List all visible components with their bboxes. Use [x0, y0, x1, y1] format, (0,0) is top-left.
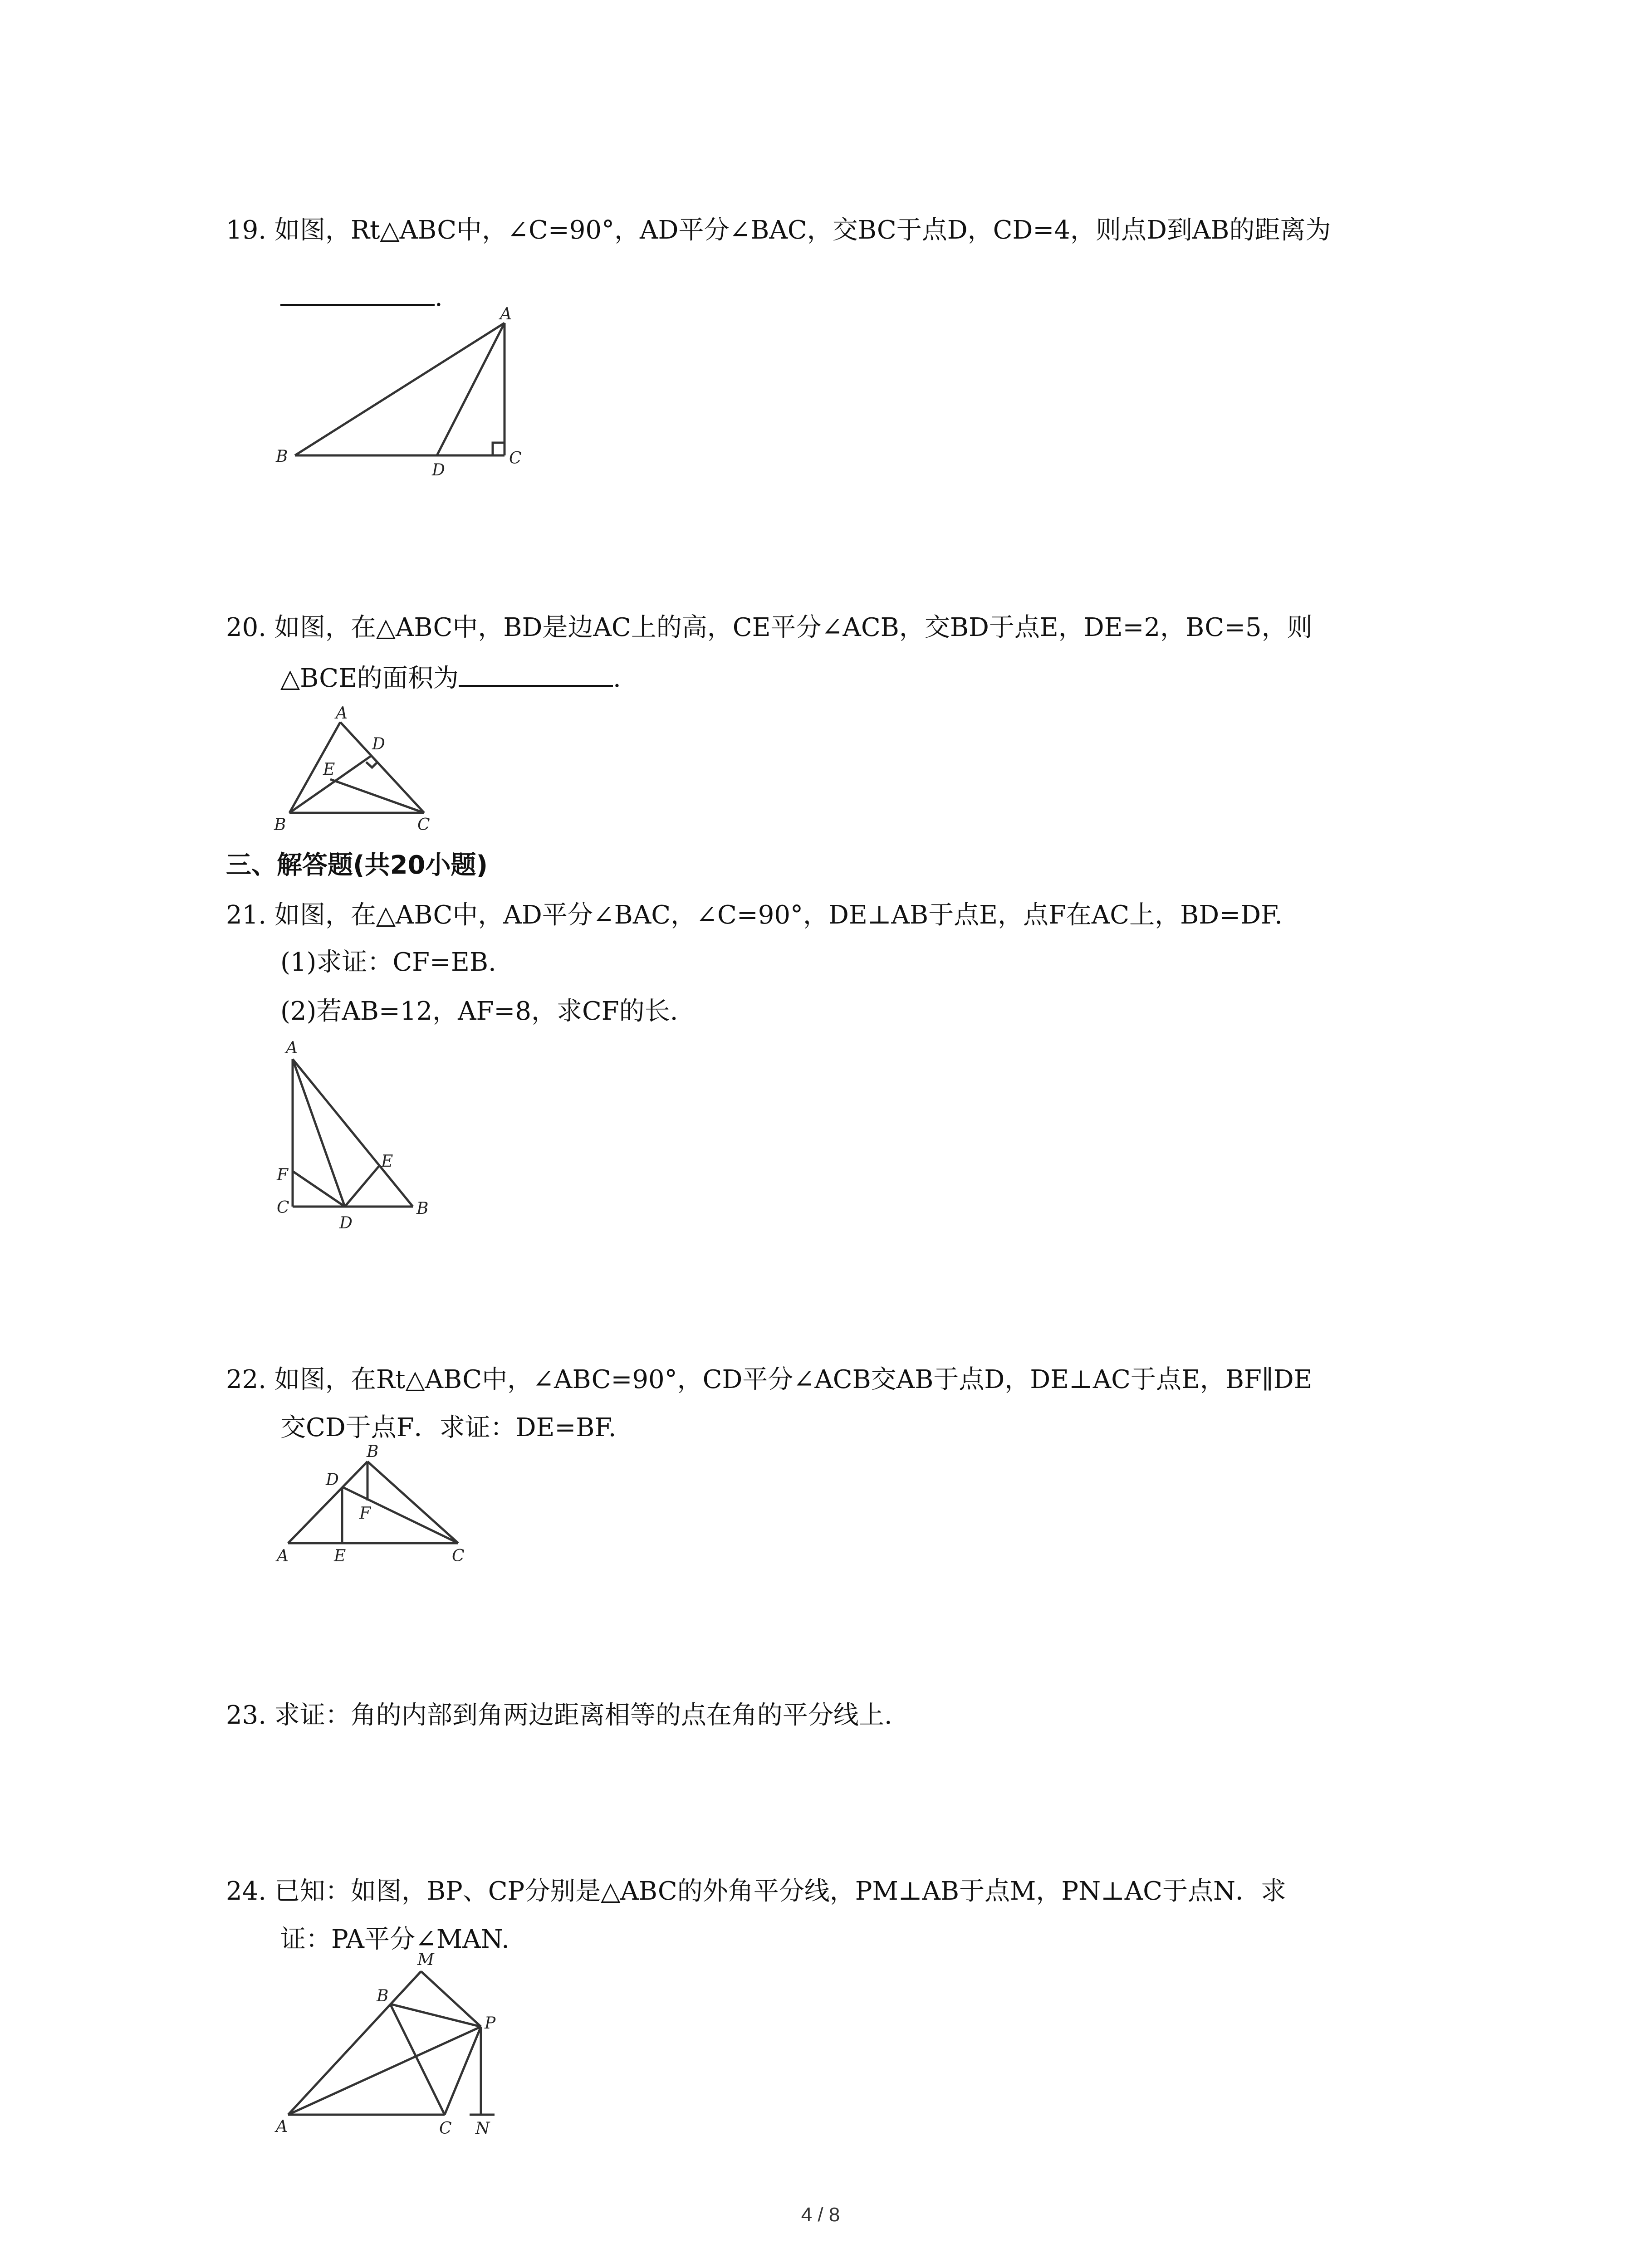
- q21-label-f: F: [277, 1166, 288, 1184]
- q24-label-c: C: [439, 2119, 452, 2138]
- q20-label-e: E: [323, 760, 335, 779]
- q19-answer-blank[interactable]: [280, 277, 435, 306]
- q21-line1: 21. 如图，在△ABC中，AD平分∠BAC，∠C=90°，DE⊥AB于点E，点F在AC上，BD=DF.: [226, 900, 1283, 930]
- page-number: 4 / 8: [801, 2204, 840, 2226]
- q21-figure: [272, 1030, 445, 1234]
- q22-label-c: C: [452, 1547, 465, 1565]
- q19-line1: 19. 如图，Rt△ABC中，∠C=90°，AD平分∠BAC，交BC于点D，CD=4，则点D到AB的距离为: [226, 215, 1331, 245]
- q22-label-a: A: [277, 1547, 289, 1565]
- q20-label-b: B: [274, 816, 286, 834]
- q24-line2: 证：PA平分∠MAN.: [280, 1925, 509, 1954]
- q19-label-b: B: [276, 447, 288, 466]
- q21-label-c: C: [277, 1198, 289, 1217]
- q24-label-n: N: [475, 2119, 490, 2138]
- q24-label-b: B: [377, 1987, 389, 2005]
- q22-line1: 22. 如图，在Rt△ABC中，∠ABC=90°，CD平分∠ACB交AB于点D，DE⊥AC于点E，BF∥DE: [226, 1365, 1313, 1394]
- q19-label-a: A: [500, 305, 512, 323]
- q20-answer-blank[interactable]: [459, 658, 613, 687]
- q22-label-f: F: [359, 1504, 371, 1523]
- q20-line2-start: △BCE的面积为: [280, 664, 459, 693]
- q19-figure: [272, 304, 535, 485]
- q21-line3: (2)若AB=12，AF=8，求CF的长.: [280, 997, 678, 1026]
- q23-line1: 23. 求证：角的内部到角两边距离相等的点在角的平分线上.: [226, 1701, 892, 1730]
- q24-figure: [268, 1950, 522, 2150]
- q20-label-d: D: [372, 735, 385, 753]
- q22-label-e: E: [334, 1547, 346, 1565]
- q20-line2-end: .: [612, 664, 621, 693]
- q19-label-d: D: [432, 461, 445, 479]
- section-3-title: 三、解答题(共20小题): [226, 850, 488, 880]
- q24-label-m: M: [417, 1950, 434, 1969]
- q24-label-a: A: [276, 2117, 288, 2136]
- q22-label-b: B: [367, 1442, 379, 1461]
- q19-line2-end: .: [435, 283, 443, 312]
- q21-label-b: B: [416, 1199, 429, 1218]
- q21-label-d: D: [339, 1214, 353, 1232]
- q20-label-a: A: [336, 704, 348, 723]
- q20-figure: [272, 699, 454, 844]
- q24-label-p: P: [485, 2014, 496, 2033]
- q21-line2: (1)求证：CF=EB.: [280, 948, 496, 977]
- q22-label-d: D: [326, 1471, 339, 1489]
- q24-line1: 24. 已知：如图，BP、CP分别是△ABC的外角平分线，PM⊥AB于点M，PN⊥AC于点N．求: [226, 1877, 1287, 1906]
- q20-line2: [280, 658, 621, 697]
- q19-label-c: C: [509, 449, 522, 468]
- q21-label-a: A: [286, 1039, 298, 1057]
- q20-line1: 20. 如图，在△ABC中，BD是边AC上的高，CE平分∠ACB，交BD于点E，DE=2，BC=5，则: [226, 613, 1313, 642]
- q21-label-e: E: [381, 1152, 393, 1171]
- q20-label-c: C: [417, 816, 430, 834]
- q22-figure: [272, 1438, 481, 1574]
- q22-line2: 交CD于点F．求证：DE=BF.: [280, 1413, 617, 1442]
